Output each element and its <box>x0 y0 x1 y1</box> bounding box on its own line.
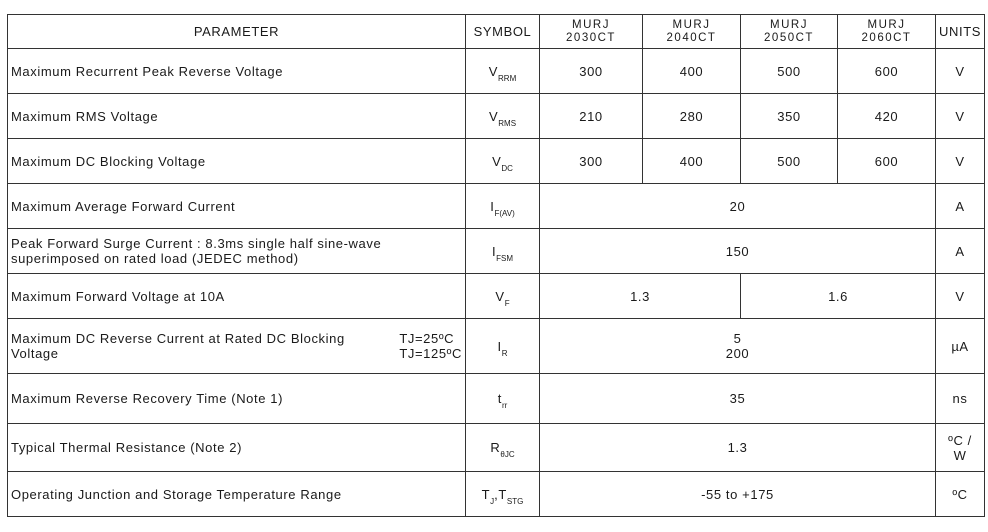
table-row <box>8 274 985 319</box>
param-label: Maximum Average Forward Current <box>8 184 466 229</box>
value-cell: 35 <box>540 374 936 424</box>
value-cell: 500 <box>741 49 838 94</box>
param-label: Peak Forward Surge Current : 8.3ms single half sine-wave superimposed on rated load (JEDEC method) <box>8 229 466 274</box>
value-cell: 400 <box>643 139 741 184</box>
value-cell: 300 <box>540 139 643 184</box>
table-row <box>8 374 985 424</box>
value-cell: 210 <box>540 94 643 139</box>
table-row <box>8 139 985 184</box>
value-cell: 1.3 <box>540 274 741 319</box>
value-cell: 420 <box>838 94 936 139</box>
symbol-cell: $R_{\theta JC}$ <box>466 424 540 472</box>
param-label: Maximum DC Blocking Voltage <box>8 139 466 184</box>
unit-cell: ºC / W <box>936 424 985 472</box>
unit-cell: ns <box>936 374 985 424</box>
unit-cell: V <box>936 49 985 94</box>
header-part-2050ct: MURJ 2050CT <box>741 15 838 49</box>
header-symbol: SYMBOL <box>466 15 540 49</box>
symbol-cell: $V_{DC}$ <box>466 139 540 184</box>
symbol-cell: $t_{rr}$ <box>466 374 540 424</box>
header-part-2030ct: MURJ 2030CT <box>540 15 643 49</box>
ratings-table <box>7 14 985 517</box>
param-label: Maximum RMS Voltage <box>8 94 466 139</box>
header-units: UNITS <box>936 15 985 49</box>
param-label: Maximum Reverse Recovery Time (Note 1) <box>8 374 466 424</box>
value-cell: 1.3 <box>540 424 936 472</box>
value-cell: 350 <box>741 94 838 139</box>
value-cell: 600 <box>838 139 936 184</box>
table-row <box>8 472 985 517</box>
value-cell: 5 200 <box>540 319 936 374</box>
unit-cell: A <box>936 184 985 229</box>
param-label: Maximum Forward Voltage at 10A <box>8 274 466 319</box>
table-row <box>8 94 985 139</box>
header-part-2060ct: MURJ 2060CT <box>838 15 936 49</box>
unit-cell: A <box>936 229 985 274</box>
test-conditions: TJ=25ºC TJ=125ºC <box>399 331 462 361</box>
value-cell: 500 <box>741 139 838 184</box>
param-label: Typical Thermal Resistance (Note 2) <box>8 424 466 472</box>
table-row <box>8 49 985 94</box>
table-row <box>8 229 985 274</box>
header-part-2040ct: MURJ 2040CT <box>643 15 741 49</box>
value-cell: 400 <box>643 49 741 94</box>
value-cell: 600 <box>838 49 936 94</box>
header-row <box>8 15 985 49</box>
unit-cell: V <box>936 274 985 319</box>
value-cell: 280 <box>643 94 741 139</box>
unit-cell: ºC <box>936 472 985 517</box>
symbol-cell: $T_J,T_{STG}$ <box>466 472 540 517</box>
table-row <box>8 424 985 472</box>
unit-cell: µA <box>936 319 985 374</box>
value-cell: 20 <box>540 184 936 229</box>
unit-cell: V <box>936 139 985 184</box>
unit-cell: V <box>936 94 985 139</box>
param-label: Maximum Recurrent Peak Reverse Voltage <box>8 49 466 94</box>
value-cell: 1.6 <box>741 274 936 319</box>
symbol-cell: $I_R$ <box>466 319 540 374</box>
value-cell: -55 to +175 <box>540 472 936 517</box>
param-label: Operating Junction and Storage Temperature Range <box>8 472 466 517</box>
symbol-cell: $V_{RRM}$ <box>466 49 540 94</box>
symbol-cell: $V_{RMS}$ <box>466 94 540 139</box>
symbol-cell: $V_F$ <box>466 274 540 319</box>
table-row <box>8 184 985 229</box>
symbol-cell: $I_{F(AV)}$ <box>466 184 540 229</box>
header-parameter: PARAMETER <box>8 15 466 49</box>
table-row <box>8 319 985 374</box>
param-label: TJ=25ºC TJ=125ºC Maximum DC Reverse Current at Rated DC Blocking Voltage <box>8 319 466 374</box>
value-cell: 150 <box>540 229 936 274</box>
value-cell: 300 <box>540 49 643 94</box>
symbol-cell: $I_{FSM}$ <box>466 229 540 274</box>
